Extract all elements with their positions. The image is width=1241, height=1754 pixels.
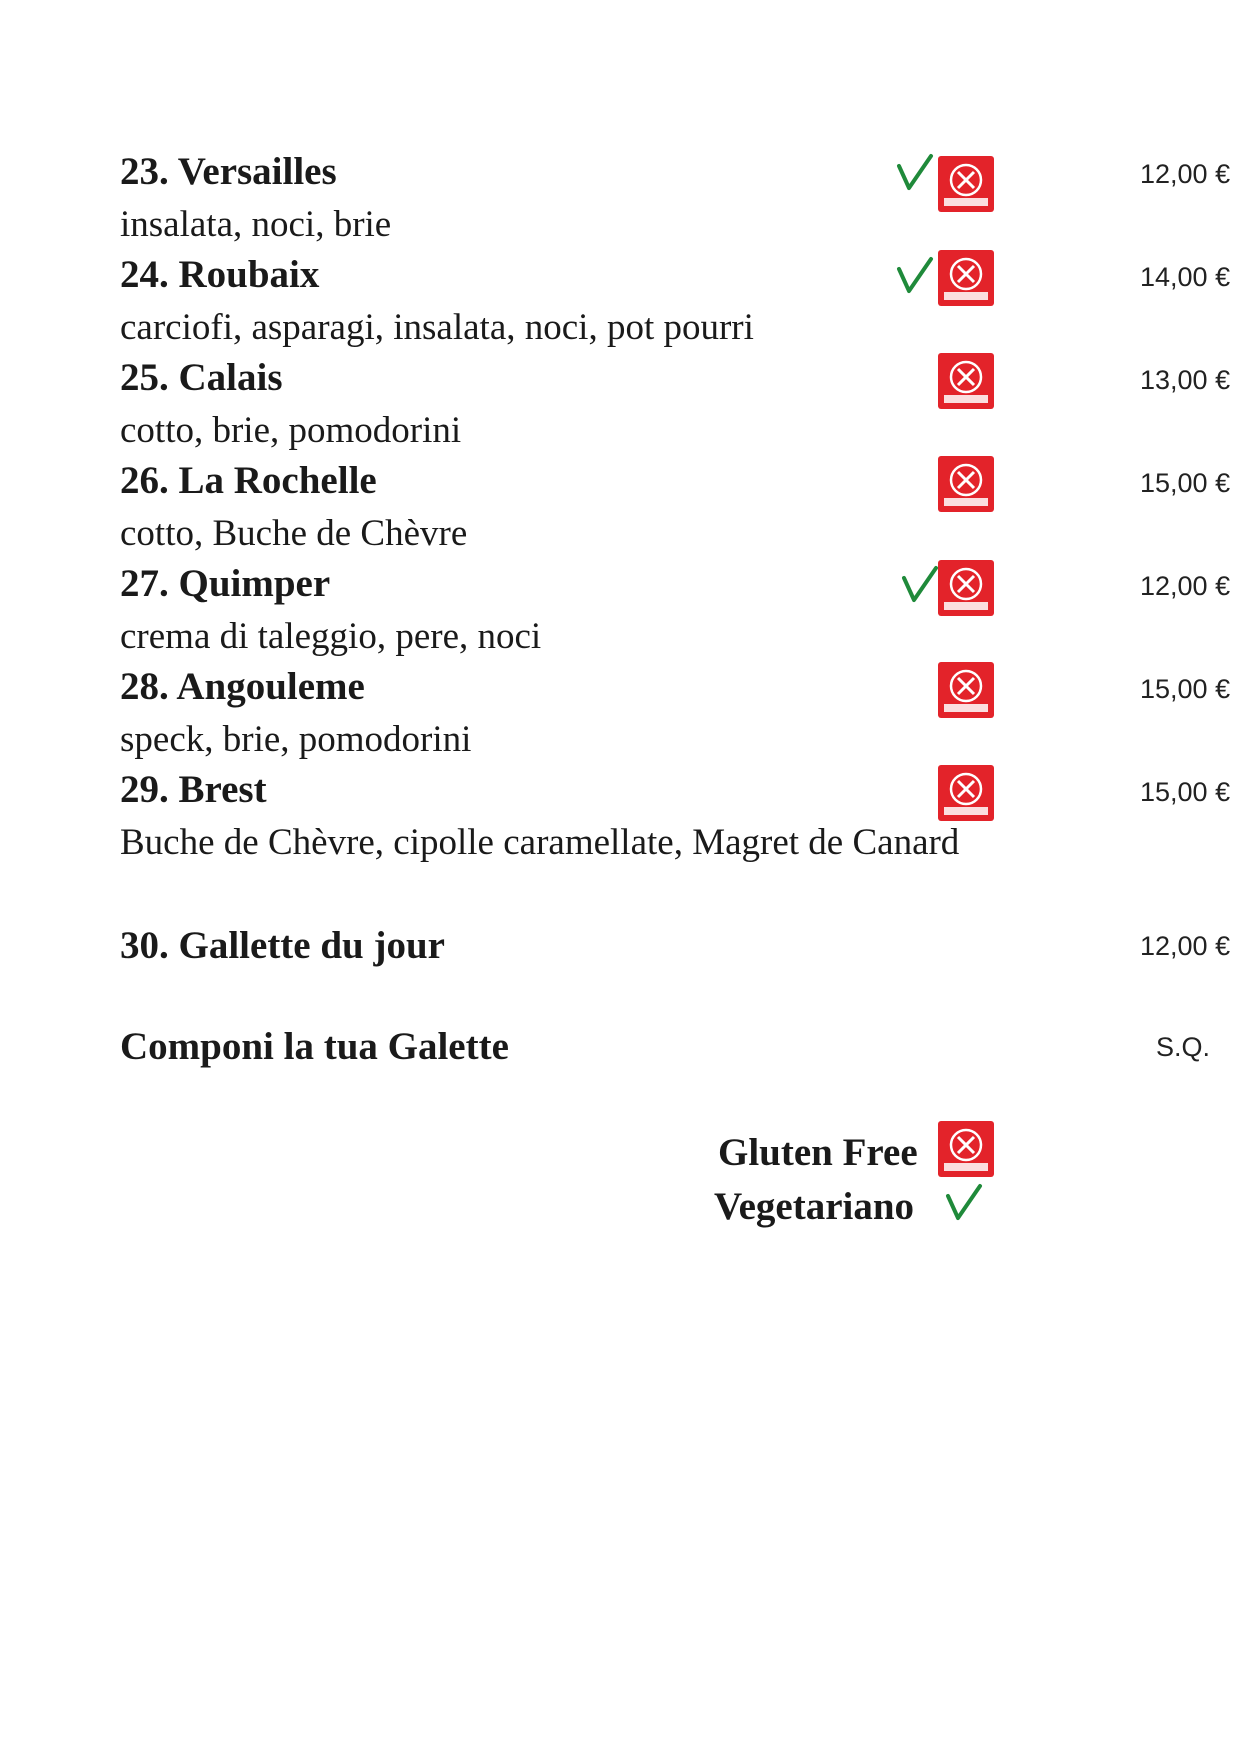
aic-gluten-free-icon [938,662,994,718]
item-name: 30. Gallette du jour [120,924,445,967]
vegetarian-check-icon [900,564,940,608]
item-description: crema di taleggio, pere, noci [120,616,542,657]
item-price: 12,00 € [1140,931,1231,961]
vegetarian-check-icon [895,152,935,196]
compose-galette-row [120,1025,1211,1069]
item-description: speck, brie, pomodorini [120,719,472,760]
vegetarian-check-icon [895,255,935,299]
compose-galette-price: S.Q. [1156,1032,1211,1062]
item-description: cotto, Buche de Chèvre [120,513,468,554]
item-name: 23. Versailles [120,150,337,193]
item-name: 28. Angouleme [120,665,365,708]
item-description: Buche de Chèvre, cipolle caramellate, Magret de Canard [120,822,960,863]
item-name: 27. Quimper [120,562,331,605]
item-price: 14,00 € [1140,262,1231,292]
aic-gluten-free-icon [938,353,994,409]
item-description: insalata, noci, brie [120,204,392,245]
legend-vegetarian-label: Vegetariano [714,1185,915,1228]
vegetarian-check-icon [944,1182,984,1226]
legend-gluten-free-label: Gluten Free [718,1131,918,1174]
aic-gluten-free-icon [938,765,994,821]
aic-gluten-free-icon [938,456,994,512]
compose-galette-title: Componi la tua Galette [120,1025,509,1068]
item-price: 15,00 € [1140,674,1231,704]
item-name: 26. La Rochelle [120,459,377,502]
item-name: 24. Roubaix [120,253,320,296]
item-price: 15,00 € [1140,468,1231,498]
item-description: carciofi, asparagi, insalata, noci, pot pourri [120,307,754,348]
item-price: 15,00 € [1140,777,1231,807]
aic-gluten-free-icon [938,156,994,212]
item-name: 29. Brest [120,768,267,811]
item-description: cotto, brie, pomodorini [120,410,462,451]
item-price: 13,00 € [1140,365,1231,395]
aic-gluten-free-icon [938,1121,994,1177]
aic-gluten-free-icon [938,250,994,306]
item-name: 25. Calais [120,356,283,399]
aic-gluten-free-icon [938,560,994,616]
item-price: 12,00 € [1140,159,1231,189]
menu-item [120,924,1231,968]
item-price: 12,00 € [1140,571,1231,601]
